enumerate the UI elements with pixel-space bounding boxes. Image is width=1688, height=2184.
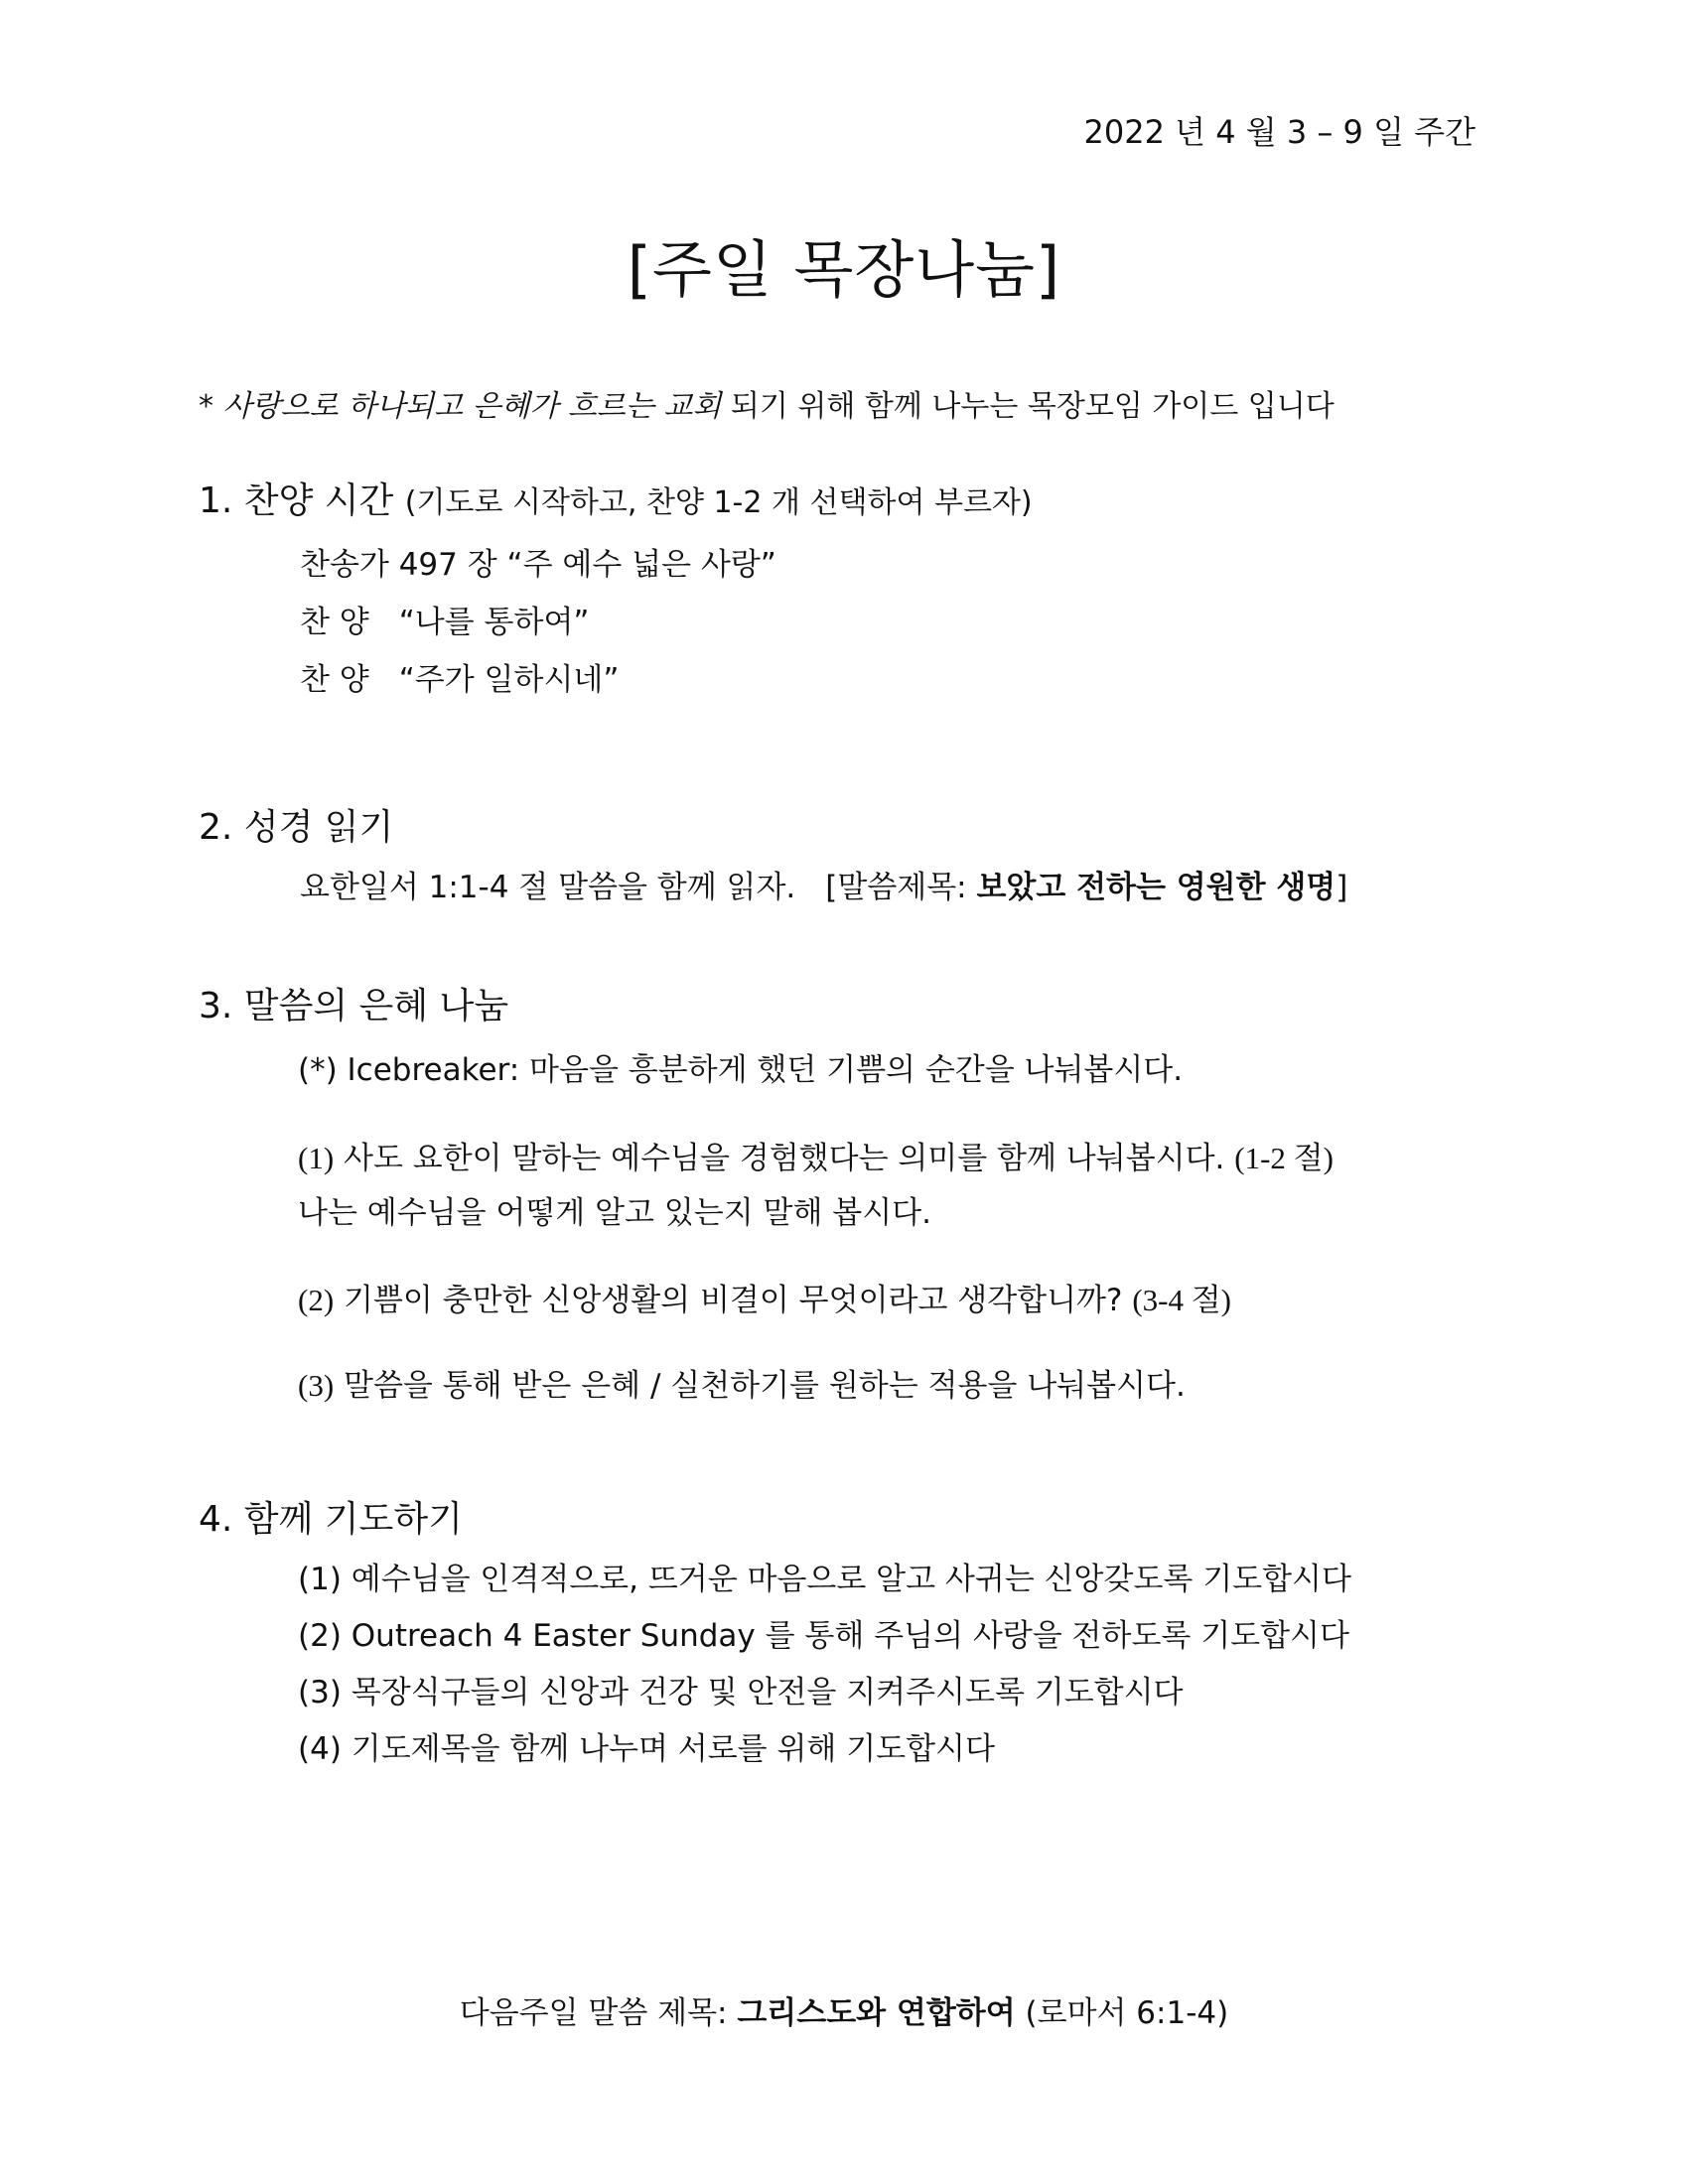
next-sermon-prefix: 다음주일 말씀 제목: [459,1995,738,2031]
sermon-suffix: ] [1336,870,1348,905]
page-title: [주일 목장나눔] [627,233,1061,306]
question-number: (1) [298,1141,335,1175]
question-1 [298,1133,1334,1177]
section4-heading: 4. 함께 기도하기 [199,1499,463,1540]
question-ref: (1-2 절) [1234,1141,1334,1175]
sermon-prefix: [말씀제목: [825,870,977,905]
prayer-item: (4) 기도제목을 함께 나누며 서로를 위해 기도합시다 [298,1731,995,1767]
sermon-title: 보았고 전하는 영원한 생명 [976,870,1336,905]
song-title: “주가 일하시네” [398,662,620,698]
song-title: “주 예수 넓은 사랑” [506,547,776,583]
song-label: 찬 양 [300,605,369,640]
question-3 [298,1360,1186,1405]
next-sermon-ref: (로마서 6:1-4) [1015,1995,1229,2031]
song-label: 찬 양 [300,662,369,698]
icebreaker [298,1044,1183,1089]
question-2 [298,1275,1231,1319]
section2-heading: 2. 성경 읽기 [199,807,394,848]
song-label: 찬송가 497 장 [300,547,497,583]
reading-text: 요한일서 1:1-4 절 말씀을 함께 읽자. [300,870,796,905]
section1-note: (기도로 시작하고, 찬양 1-2 개 선택하여 부르자) [404,485,1033,520]
question-text: 말씀을 통해 받은 은혜 / 실천하기를 원하는 적용을 나눠봅시다. [344,1368,1186,1404]
question-text: 사도 요한이 말하는 예수님을 경험했다는 의미를 함께 나눠봅시다. [344,1141,1225,1176]
song-item [300,597,589,641]
intro-rest: 되기 위해 함께 나누는 목장모임 가이드 입니다 [721,389,1335,424]
intro-star: * [199,389,213,424]
icebreaker-text: 마음을 흥분하게 했던 기쁨의 순간을 나눠봅시다. [529,1052,1184,1088]
icebreaker-label: (*) Icebreaker: [298,1052,520,1088]
prayer-item: (2) Outreach 4 Easter Sunday 를 통해 주님의 사랑을 전하도록 기도합시다 [298,1618,1349,1654]
question-1-line2: 나는 예수님을 어떻게 알고 있는지 말해 봅시다. [298,1195,931,1231]
section1-title: 1. 찬양 시간 [199,480,394,521]
song-item [300,654,619,699]
question-text: 기쁨이 충만한 신앙생활의 비결이 무엇이라고 생각합니까? [344,1283,1123,1318]
intro-emphasis: 사랑으로 하나되고 은혜가 흐르는 교회 [222,389,722,424]
section1-heading [199,473,1033,523]
song-title: “나를 통하여” [398,605,590,640]
question-number: (3) [298,1368,335,1403]
next-sermon [0,1987,1688,2032]
intro-line [199,381,1335,425]
prayer-item: (3) 목장식구들의 신앙과 건강 및 안전을 지켜주시도록 기도합시다 [298,1675,1184,1710]
question-number: (2) [298,1283,335,1317]
week-date: 2022 년 4 월 3 – 9 일 주간 [1083,113,1476,151]
section3-heading: 3. 말씀의 은혜 나눔 [199,986,509,1026]
song-item [300,539,776,584]
prayer-item: (1) 예수님을 인격적으로, 뜨거운 마음으로 알고 사귀는 신앙갖도록 기도합시다 [298,1562,1351,1597]
question-ref: (3-4 절) [1132,1283,1231,1317]
next-sermon-title: 그리스도와 연합하여 [737,1995,1016,2031]
scripture-reading [300,862,1347,906]
